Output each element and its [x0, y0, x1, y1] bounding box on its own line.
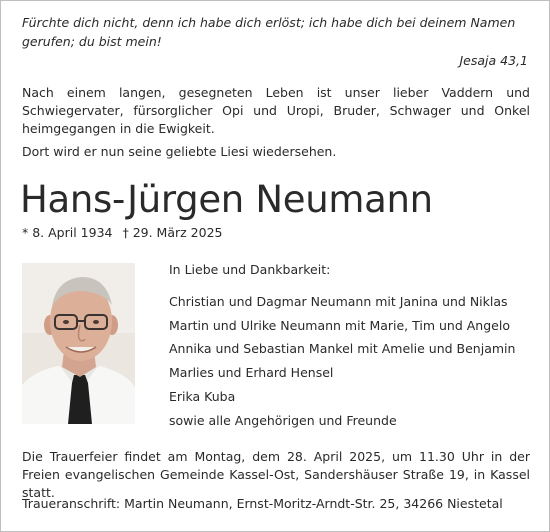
verse-reference: Jesaja 43,1 — [459, 53, 528, 68]
death-date: † 29. März 2025 — [122, 225, 223, 240]
deceased-name: Hans-Jürgen Neumann — [20, 178, 433, 221]
mourner-entry: Marlies und Erhard Hensel — [169, 365, 334, 381]
mourner-entry: Christian und Dagmar Neumann mit Janina und Niklas — [169, 293, 508, 309]
intro-paragraph-2: Dort wird er nun seine geliebte Liesi wiedersehen. — [22, 144, 337, 159]
intro-paragraph: Nach einem langen, gesegneten Leben ist unser lieber Vaddern und Schwiegervater, fürsorglicher Opi und Uropi, Bruder, Schwager und Onkel heimgegangen in die Ewigkeit. — [22, 85, 530, 136]
mourners-list — [169, 258, 529, 433]
portrait-photo — [22, 263, 135, 424]
mourner-entry: sowie alle Angehörigen und Freunde — [169, 412, 397, 428]
mourner-entry: Annika und Sebastian Mankel mit Amelie und Benjamin — [169, 341, 516, 357]
mourner-entry: Martin und Ulrike Neumann mit Marie, Tim und Angelo — [169, 317, 510, 333]
mourning-address: Traueranschrift: Martin Neumann, Ernst-Moritz-Arndt-Str. 25, 34266 Niestetal — [22, 496, 503, 511]
life-dates — [22, 224, 223, 242]
funeral-details: Die Trauerfeier findet am Montag, dem 28. April 2025, um 11.30 Uhr in der Freien evangelischen Gemeinde Kassel-Ost, Sandershäuser Straße 19, in Kassel statt. — [22, 449, 530, 500]
bible-verse: Fürchte dich nicht, denn ich habe dich erlöst; ich habe dich bei deinem Namen gerufen; du bist mein! — [22, 15, 516, 49]
portrait-figure — [22, 263, 135, 424]
mourner-entry: Erika Kuba — [169, 388, 236, 404]
mourners-lead: In Liebe und Dankbarkeit: — [169, 262, 331, 277]
birth-date: * 8. April 1934 — [22, 225, 113, 240]
